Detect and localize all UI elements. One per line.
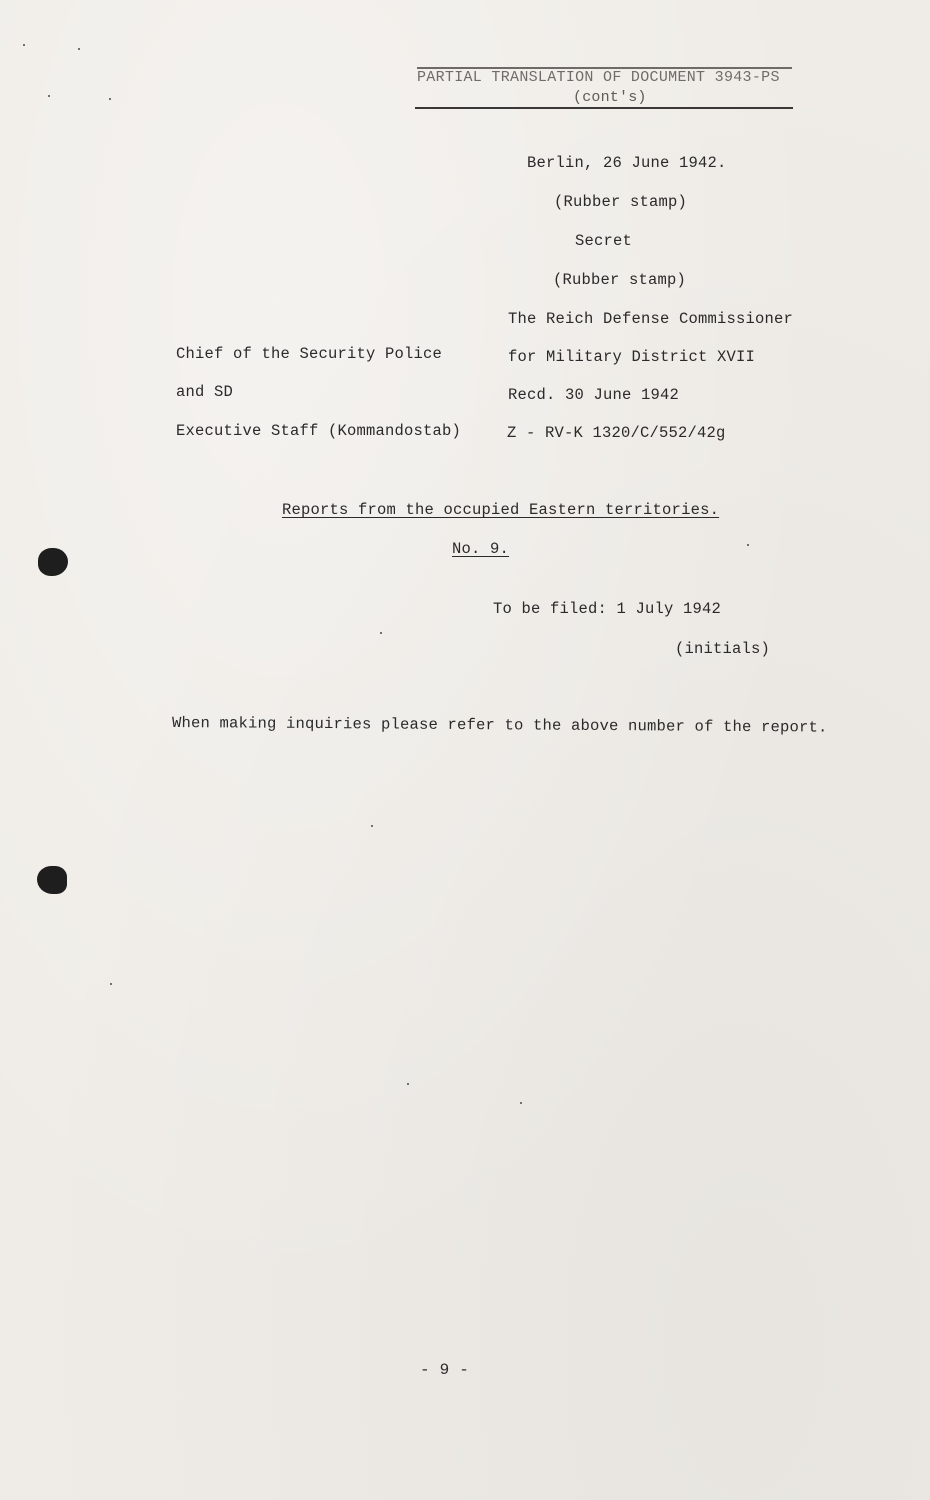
received-date: Recd. 30 June 1942 bbox=[508, 386, 680, 404]
inquiry-note: When making inquiries please refer to the above number of the report. bbox=[171, 714, 828, 737]
paper-speck bbox=[407, 1083, 409, 1085]
document-header-continuation: (cont's) bbox=[573, 89, 647, 106]
file-number: Z - RV-K 1320/C/552/42g bbox=[507, 424, 726, 442]
rubber-stamp-note-2: (Rubber stamp) bbox=[553, 271, 687, 289]
paper-speck bbox=[747, 544, 749, 546]
page-number: - 9 - bbox=[420, 1361, 470, 1379]
paper-speck bbox=[520, 1102, 522, 1104]
sender-line-3: Executive Staff (Kommandostab) bbox=[176, 422, 462, 440]
paper-speck bbox=[109, 98, 111, 100]
paper-speck bbox=[78, 48, 80, 50]
document-header-title: PARTIAL TRANSLATION OF DOCUMENT 3943-PS bbox=[417, 69, 780, 86]
rubber-stamp-note-1: (Rubber stamp) bbox=[554, 193, 688, 211]
office-line-2: for Military District XVII bbox=[508, 348, 756, 366]
classification-secret: Secret bbox=[575, 232, 633, 250]
report-title: Reports from the occupied Eastern territories. bbox=[282, 501, 720, 519]
paper-speck bbox=[110, 983, 112, 985]
header-rule-bottom bbox=[415, 107, 793, 109]
sender-line-2: and SD bbox=[176, 383, 234, 401]
paper-speck bbox=[48, 95, 50, 97]
punch-hole-lower bbox=[37, 866, 67, 894]
initials-note: (initials) bbox=[675, 640, 771, 658]
report-number: No. 9. bbox=[452, 540, 510, 558]
to-be-filed: To be filed: 1 July 1942 bbox=[493, 600, 722, 618]
office-line-1: The Reich Defense Commissioner bbox=[508, 310, 794, 328]
punch-hole-upper bbox=[38, 548, 68, 576]
sender-line-1: Chief of the Security Police bbox=[176, 345, 443, 363]
paper-speck bbox=[23, 44, 25, 46]
paper-speck bbox=[380, 632, 382, 634]
place-date: Berlin, 26 June 1942. bbox=[527, 154, 727, 172]
paper-speck bbox=[371, 825, 373, 827]
